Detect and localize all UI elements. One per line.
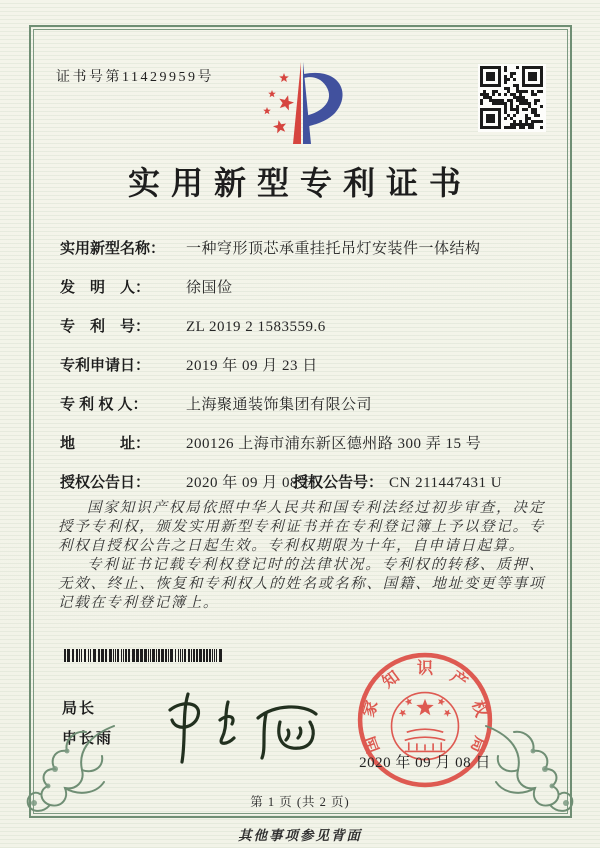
seal-date: 2020 年 09 月 08 日 [359,755,491,771]
seal-text-char: 产 [447,667,471,692]
field-label: 授权公告日： [60,474,151,491]
seal-text-char: 权 [468,698,491,720]
commissioner-signature [158,680,328,772]
field-row-filing-date [60,353,542,379]
logo-wedge-red [293,62,301,144]
field-label: 专利申请日： [60,357,151,374]
certificate-number: 证书号第11429959号 [56,70,214,85]
field-value: ZL 2019 2 1583559.6 [186,319,326,335]
field-row-grant [60,470,542,496]
seal-text-char: 家 [359,698,382,720]
field-row-address [60,431,542,457]
emblem-star-icon [442,707,452,717]
field-list [60,236,542,496]
certificate-title: 实用新型专利证书 [127,165,472,201]
field-row-patent-number [60,314,542,340]
seal-text-char: 知 [379,667,403,692]
field-value: CN 211447431 U [389,475,503,491]
cnipa-logo [246,54,356,152]
legal-paragraph: 专利证书记载专利权登记时的法律状况。专利权的转移、质押、无效、终止、恢复和专利权人的姓名或名称、国籍、地址变更等事项记载在专利登记簿上。 [58,557,545,611]
page-number: 第 1 页 (共 2 页) [250,795,350,809]
field-row-utility-model-name [60,236,542,262]
field-label: 专 利 权 人： [60,396,148,413]
field-label: 专 利 号： [60,318,151,335]
corner-flourish-icon [482,722,578,818]
field-value: 一种穹形顶芯承重挂托吊灯安装件一体结构 [186,241,481,257]
grant-number-group [293,470,502,496]
logo-p-bowl [304,73,343,127]
logo-star-icon [277,93,295,111]
commissioner-name: 申长雨 [62,730,114,747]
commissioner-title: 局长 [62,700,97,717]
field-label: 授权公告号： [293,474,384,491]
logo-star-icon [268,90,276,97]
field-label: 地 址： [60,435,151,452]
field-value: 2019 年 09 月 23 日 [186,358,318,374]
corner-flourish-icon [22,722,118,818]
emblem-gate-roof [407,729,444,732]
logo-star-icon [272,119,288,134]
emblem-star-icon [436,697,446,706]
field-value: 上海聚通装饰集团有限公司 [186,397,373,413]
back-side-note: 其他事项参见背面 [238,828,362,843]
seal-text-char: 局 [467,733,490,756]
seal-text-char: 国 [360,733,383,756]
field-value: 徐国俭 [186,280,233,296]
seal-text-char: 识 [416,659,434,678]
field-row-patentee [60,392,542,418]
qr-code [478,64,546,132]
emblem-star-icon [416,699,433,716]
emblem-gate-roof [405,737,446,740]
logo-star-icon [279,73,289,82]
emblem-star-icon [397,707,407,717]
legal-paragraph: 国家知识产权局依照中华人民共和国专利法经过初步审查，决定授予专利权，颁发实用新型专利证书并在专利登记簿上予以登记。专利权自授权公告之日起生效。专利权期限为十年，自申请日起算。 [58,500,545,554]
emblem-star-icon [404,697,414,706]
field-label: 实用新型名称： [60,240,166,257]
field-label: 发 明 人： [60,279,151,296]
logo-star-icon [263,107,271,114]
field-value: 200126 上海市浦东新区德州路 300 弄 15 号 [186,436,482,452]
barcode [64,649,226,662]
legal-text [58,499,545,613]
field-value: 2020 年 09 月 08 日 [186,475,318,491]
field-row-inventor [60,275,542,301]
emblem-gate-columns [409,742,441,750]
